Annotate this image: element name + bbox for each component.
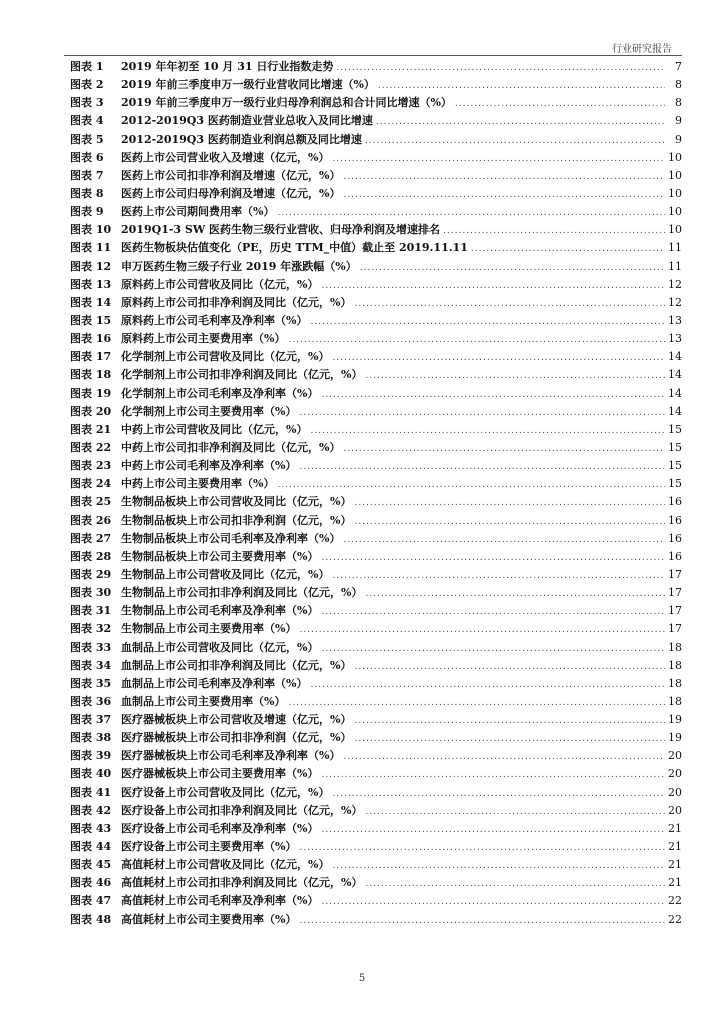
toc-entry-title: 中药上市公司营收及同比（亿元，%） <box>121 422 308 436</box>
toc-entry-title: 高值耗材上市公司营收及同比（亿元，%） <box>121 858 330 872</box>
toc-entry-page: 9 <box>675 114 682 128</box>
toc-dot-leader <box>299 621 665 639</box>
toc-entry-label: 图表 6 <box>70 150 104 164</box>
toc-entry-page: 10 <box>668 168 682 182</box>
toc-entry-label: 图表 33 <box>70 640 112 654</box>
toc-entry[interactable] <box>70 403 682 421</box>
toc-entry[interactable] <box>70 620 682 638</box>
toc-entry[interactable] <box>70 149 682 167</box>
toc-entry-title: 中药上市公司扣非净利润及同比（亿元，%） <box>121 440 341 454</box>
toc-entry-page: 11 <box>668 259 682 273</box>
toc-entry[interactable] <box>70 112 682 130</box>
toc-dot-leader <box>310 422 665 440</box>
toc-entry[interactable] <box>70 276 682 294</box>
toc-dot-leader <box>332 349 665 367</box>
toc-entry-title: 中药上市公司毛利率及净利率（%） <box>121 459 297 473</box>
toc-entry-page: 15 <box>668 440 682 454</box>
toc-entry[interactable] <box>70 512 682 530</box>
toc-entry-label: 图表 5 <box>70 132 104 146</box>
toc-entry-label: 图表 47 <box>70 894 112 908</box>
header-divider <box>64 55 682 56</box>
toc-entry-title: 化学制剂上市公司主要费用率（%） <box>121 404 297 418</box>
toc-entry-title: 医疗设备上市公司主要费用率（%） <box>121 840 297 854</box>
toc-entry-title: 医疗设备上市公司毛利率及净利率（%） <box>121 821 319 835</box>
toc-dot-leader <box>299 404 665 422</box>
toc-entry-title: 中药上市公司主要费用率（%） <box>121 477 275 491</box>
toc-entry-page: 14 <box>668 404 682 418</box>
toc-dot-leader <box>376 113 665 131</box>
toc-entry-page: 20 <box>668 749 682 763</box>
toc-entry[interactable] <box>70 911 682 929</box>
toc-entry[interactable] <box>70 366 682 384</box>
toc-dot-leader <box>343 168 665 186</box>
toc-entry-label: 图表 8 <box>70 186 104 200</box>
toc-entry-label: 图表 29 <box>70 567 112 581</box>
toc-entry-page: 16 <box>668 513 682 527</box>
toc-entry-label: 图表 41 <box>70 785 112 799</box>
toc-entry-page: 22 <box>668 894 682 908</box>
toc-entry-label: 图表 13 <box>70 277 112 291</box>
figure-list <box>70 58 682 929</box>
toc-entry-label: 图表 37 <box>70 713 112 727</box>
toc-dot-leader <box>332 150 665 168</box>
toc-entry-label: 图表 36 <box>70 694 112 708</box>
toc-entry-label: 图表 3 <box>70 96 104 110</box>
toc-dot-leader <box>277 476 665 494</box>
toc-entry[interactable] <box>70 294 682 312</box>
toc-entry-label: 图表 23 <box>70 459 112 473</box>
toc-entry[interactable] <box>70 330 682 348</box>
toc-entry-title: 生物制品上市公司毛利率及净利率（%） <box>121 604 319 618</box>
toc-entry[interactable] <box>70 58 682 76</box>
toc-entry-label: 图表 30 <box>70 586 112 600</box>
toc-dot-leader <box>343 186 665 204</box>
toc-dot-leader <box>365 367 665 385</box>
toc-entry[interactable] <box>70 747 682 765</box>
toc-entry-page: 10 <box>668 223 682 237</box>
toc-entry[interactable] <box>70 94 682 112</box>
toc-entry-title: 血制品上市公司毛利率及净利率（%） <box>121 676 308 690</box>
toc-entry-label: 图表 2 <box>70 78 104 92</box>
toc-entry-label: 图表 28 <box>70 549 112 563</box>
toc-entry[interactable] <box>70 348 682 366</box>
toc-entry[interactable] <box>70 439 682 457</box>
toc-entry-page: 20 <box>668 785 682 799</box>
toc-entry-page: 19 <box>668 713 682 727</box>
toc-dot-leader <box>455 95 665 113</box>
toc-dot-leader <box>321 277 665 295</box>
toc-entry-page: 17 <box>668 586 682 600</box>
toc-entry[interactable] <box>70 693 682 711</box>
toc-entry-label: 图表 31 <box>70 604 112 618</box>
toc-dot-leader <box>343 440 665 458</box>
toc-entry[interactable] <box>70 602 682 620</box>
toc-entry-title: 血制品上市公司主要费用率（%） <box>121 694 286 708</box>
toc-entry[interactable] <box>70 820 682 838</box>
toc-entry-title: 生物制品板块上市公司扣非净利润（亿元，%） <box>121 513 352 527</box>
toc-entry-page: 18 <box>668 676 682 690</box>
toc-entry-page: 21 <box>668 840 682 854</box>
toc-entry[interactable] <box>70 838 682 856</box>
toc-entry-label: 图表 12 <box>70 259 112 273</box>
toc-entry-title: 血制品上市公司营收及同比（亿元，%） <box>121 640 319 654</box>
toc-entry-page: 21 <box>668 876 682 890</box>
toc-entry[interactable] <box>70 493 682 511</box>
toc-dot-leader <box>378 77 665 95</box>
toc-entry-page: 10 <box>668 205 682 219</box>
toc-entry-title: 医疗设备上市公司扣非净利润及同比（亿元，%） <box>121 803 363 817</box>
toc-entry-page: 11 <box>668 241 682 255</box>
toc-entry[interactable] <box>70 729 682 747</box>
toc-entry-title: 生物制品板块上市公司营收及同比（亿元，%） <box>121 495 352 509</box>
toc-entry-title: 生物制品上市公司营收及同比（亿元，%） <box>121 567 330 581</box>
toc-entry-title: 医疗器械板块上市公司营收及增速（亿元，%） <box>121 713 352 727</box>
toc-entry-page: 12 <box>668 295 682 309</box>
toc-entry-title: 医疗器械板块上市公司主要费用率（%） <box>121 767 319 781</box>
toc-entry[interactable] <box>70 131 682 149</box>
toc-entry-label: 图表 14 <box>70 295 112 309</box>
toc-entry-title: 医药上市公司扣非净利润及增速（亿元，%） <box>121 168 341 182</box>
toc-entry[interactable] <box>70 457 682 475</box>
toc-entry-title: 生物制品上市公司扣非净利润及同比（亿元，%） <box>121 586 363 600</box>
toc-entry-label: 图表 42 <box>70 803 112 817</box>
toc-entry-title: 医药生物板块估值变化（PE，历史 TTM_中值）截止至 2019.11.11 <box>121 241 468 255</box>
toc-entry-label: 图表 11 <box>70 241 112 255</box>
toc-entry-page: 16 <box>668 495 682 509</box>
toc-dot-leader <box>299 458 665 476</box>
toc-entry-page: 15 <box>668 477 682 491</box>
toc-entry[interactable] <box>70 675 682 693</box>
toc-dot-leader <box>365 875 665 893</box>
toc-dot-leader <box>332 567 665 585</box>
page-header: 行业研究报告 <box>612 44 672 55</box>
toc-dot-leader <box>343 748 665 766</box>
toc-entry-page: 20 <box>668 767 682 781</box>
toc-dot-leader <box>354 712 665 730</box>
toc-dot-leader <box>321 766 665 784</box>
toc-entry[interactable] <box>70 802 682 820</box>
toc-entry-label: 图表 48 <box>70 912 112 926</box>
toc-entry-label: 图表 46 <box>70 876 112 890</box>
toc-dot-leader <box>321 549 665 567</box>
toc-entry[interactable] <box>70 765 682 783</box>
toc-entry[interactable] <box>70 312 682 330</box>
toc-entry-label: 图表 1 <box>70 60 104 73</box>
toc-entry-title: 高值耗材上市公司毛利率及净利率（%） <box>121 894 319 908</box>
toc-dot-leader <box>354 295 665 313</box>
toc-entry-title: 生物制品板块上市公司毛利率及净利率（%） <box>121 531 341 545</box>
toc-entry[interactable] <box>70 475 682 493</box>
toc-entry-label: 图表 7 <box>70 168 104 182</box>
toc-entry-page: 21 <box>668 858 682 872</box>
toc-entry-title: 2019Q1-3 SW 医药生物三级行业营收、归母净利润及增速排名 <box>121 223 441 237</box>
toc-entry-label: 图表 27 <box>70 531 112 545</box>
toc-entry-page: 20 <box>668 803 682 817</box>
toc-entry-page: 15 <box>668 459 682 473</box>
toc-entry-label: 图表 15 <box>70 313 112 327</box>
toc-entry-title: 2012-2019Q3 医药制造业营业总收入及同比增速 <box>121 114 373 128</box>
toc-dot-leader <box>365 585 665 603</box>
toc-entry-page: 17 <box>668 622 682 636</box>
toc-dot-leader <box>343 531 665 549</box>
toc-dot-leader <box>310 676 665 694</box>
toc-entry-title: 血制品上市公司扣非净利润及同比（亿元，%） <box>121 658 352 672</box>
toc-dot-leader <box>321 640 665 658</box>
toc-entry-page: 7 <box>675 60 682 73</box>
toc-entry-page: 12 <box>668 277 682 291</box>
toc-entry-label: 图表 22 <box>70 440 112 454</box>
toc-entry-label: 图表 35 <box>70 676 112 690</box>
toc-entry-title: 高值耗材上市公司主要费用率（%） <box>121 912 297 926</box>
toc-entry-title: 医药上市公司营业收入及增速（亿元，%） <box>121 150 330 164</box>
toc-entry-title: 原料药上市公司主要费用率（%） <box>121 332 286 346</box>
toc-entry-title: 化学制剂上市公司营收及同比（亿元，%） <box>121 350 330 364</box>
toc-entry-title: 原料药上市公司营收及同比（亿元，%） <box>121 277 319 291</box>
toc-entry[interactable] <box>70 657 682 675</box>
toc-entry-label: 图表 16 <box>70 332 112 346</box>
toc-entry-title: 生物制品板块上市公司主要费用率（%） <box>121 549 319 563</box>
toc-entry-page: 16 <box>668 549 682 563</box>
toc-entry[interactable] <box>70 239 682 257</box>
toc-entry-label: 图表 24 <box>70 477 112 491</box>
toc-entry-title: 2019 年前三季度申万一级行业归母净利润总和合计同比增速（%） <box>121 96 452 110</box>
toc-entry[interactable] <box>70 221 682 239</box>
toc-entry[interactable] <box>70 76 682 94</box>
toc-entry-page: 10 <box>668 150 682 164</box>
toc-entry-label: 图表 19 <box>70 386 112 400</box>
toc-dot-leader <box>336 59 665 77</box>
toc-entry-label: 图表 32 <box>70 622 112 636</box>
toc-entry-page: 18 <box>668 658 682 672</box>
toc-entry-label: 图表 10 <box>70 223 112 237</box>
toc-dot-leader <box>443 222 665 240</box>
toc-entry-title: 高值耗材上市公司扣非净利润及同比（亿元，%） <box>121 876 363 890</box>
page-number: 5 <box>358 973 366 984</box>
toc-entry-page: 13 <box>668 332 682 346</box>
toc-entry-label: 图表 43 <box>70 821 112 835</box>
toc-entry-page: 19 <box>668 731 682 745</box>
toc-dot-leader <box>354 494 665 512</box>
toc-entry-title: 2019 年年初至 10 月 31 日行业指数走势 <box>121 60 334 73</box>
toc-dot-leader <box>321 386 665 404</box>
toc-entry[interactable] <box>70 530 682 548</box>
toc-entry-label: 图表 18 <box>70 368 112 382</box>
toc-entry[interactable] <box>70 874 682 892</box>
toc-dot-leader <box>354 658 665 676</box>
toc-entry-page: 9 <box>675 132 682 146</box>
toc-entry-title: 生物制品上市公司主要费用率（%） <box>121 622 297 636</box>
toc-entry[interactable] <box>70 548 682 566</box>
toc-entry-label: 图表 38 <box>70 731 112 745</box>
toc-entry[interactable] <box>70 258 682 276</box>
toc-entry-page: 8 <box>675 96 682 110</box>
toc-dot-leader <box>288 694 665 712</box>
toc-dot-leader <box>332 785 665 803</box>
toc-dot-leader <box>299 912 665 930</box>
toc-entry-page: 17 <box>668 567 682 581</box>
toc-dot-leader <box>471 240 665 258</box>
toc-entry-page: 18 <box>668 640 682 654</box>
toc-entry-label: 图表 40 <box>70 767 112 781</box>
toc-entry[interactable] <box>70 892 682 910</box>
toc-entry[interactable] <box>70 784 682 802</box>
toc-dot-leader <box>365 803 665 821</box>
toc-entry[interactable] <box>70 385 682 403</box>
toc-entry[interactable] <box>70 203 682 221</box>
toc-dot-leader <box>299 839 665 857</box>
toc-entry-title: 原料药上市公司毛利率及净利率（%） <box>121 313 308 327</box>
toc-entry-label: 图表 17 <box>70 350 112 364</box>
toc-entry-title: 申万医药生物三级子行业 2019 年涨跌幅（%） <box>121 259 357 273</box>
toc-entry-title: 化学制剂上市公司扣非净利润及同比（亿元，%） <box>121 368 363 382</box>
toc-entry-page: 17 <box>668 604 682 618</box>
toc-entry-title: 2012-2019Q3 医药制造业利润总额及同比增速 <box>121 132 362 146</box>
toc-entry-title: 医疗器械板块上市公司毛利率及净利率（%） <box>121 749 341 763</box>
toc-dot-leader <box>321 821 665 839</box>
toc-entry-title: 原料药上市公司扣非净利润及同比（亿元，%） <box>121 295 352 309</box>
toc-entry-title: 医疗设备上市公司营收及同比（亿元，%） <box>121 785 330 799</box>
toc-entry-label: 图表 20 <box>70 404 112 418</box>
toc-entry[interactable] <box>70 421 682 439</box>
toc-entry-label: 图表 25 <box>70 495 112 509</box>
toc-dot-leader <box>321 603 665 621</box>
toc-entry-label: 图表 39 <box>70 749 112 763</box>
toc-entry-page: 8 <box>675 78 682 92</box>
toc-entry-page: 14 <box>668 368 682 382</box>
toc-dot-leader <box>288 331 665 349</box>
toc-entry[interactable] <box>70 711 682 729</box>
toc-entry-page: 15 <box>668 422 682 436</box>
toc-entry-page: 22 <box>668 912 682 926</box>
toc-entry-label: 图表 21 <box>70 422 112 436</box>
toc-entry-title: 医疗器械板块上市公司扣非净利润（亿元，%） <box>121 731 352 745</box>
toc-dot-leader <box>360 259 665 277</box>
toc-entry[interactable] <box>70 566 682 584</box>
toc-entry-page: 18 <box>668 694 682 708</box>
toc-entry[interactable] <box>70 167 682 185</box>
toc-entry[interactable] <box>70 185 682 203</box>
toc-entry-page: 16 <box>668 531 682 545</box>
toc-entry-page: 13 <box>668 313 682 327</box>
toc-entry-title: 2019 年前三季度申万一级行业营收同比增速（%） <box>121 78 375 92</box>
toc-entry-label: 图表 4 <box>70 114 104 128</box>
toc-entry-label: 图表 9 <box>70 205 104 219</box>
toc-dot-leader <box>354 730 665 748</box>
toc-entry-page: 21 <box>668 821 682 835</box>
toc-entry-title: 化学制剂上市公司毛利率及净利率（%） <box>121 386 319 400</box>
toc-entry-page: 10 <box>668 186 682 200</box>
toc-entry[interactable] <box>70 856 682 874</box>
toc-dot-leader <box>310 313 665 331</box>
toc-entry-title: 医药上市公司归母净利润及增速（亿元，%） <box>121 186 341 200</box>
toc-entry[interactable] <box>70 639 682 657</box>
toc-dot-leader <box>277 204 665 222</box>
toc-entry-label: 图表 44 <box>70 840 112 854</box>
toc-entry[interactable] <box>70 584 682 602</box>
toc-dot-leader <box>321 893 665 911</box>
toc-entry-page: 14 <box>668 350 682 364</box>
toc-dot-leader <box>332 857 665 875</box>
toc-entry-label: 图表 26 <box>70 513 112 527</box>
toc-entry-label: 图表 34 <box>70 658 112 672</box>
toc-dot-leader <box>354 513 665 531</box>
toc-entry-page: 14 <box>668 386 682 400</box>
toc-entry-title: 医药上市公司期间费用率（%） <box>121 205 275 219</box>
toc-dot-leader <box>365 132 665 150</box>
toc-entry-label: 图表 45 <box>70 858 112 872</box>
